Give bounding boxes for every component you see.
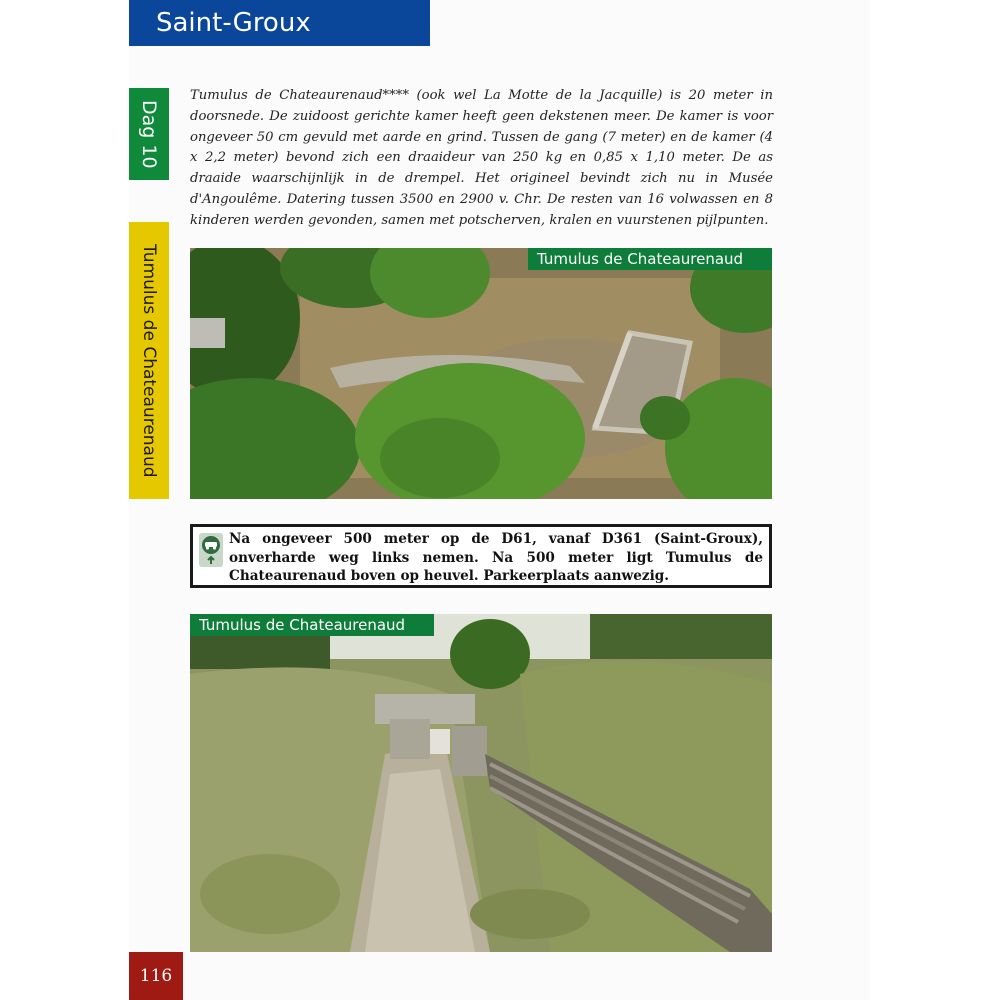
page-title: Saint-Groux (129, 0, 430, 46)
car-parking-route-icon (199, 533, 223, 567)
site-tab (129, 222, 169, 499)
ground-photo (190, 614, 772, 952)
day-tab-label: Dag 10 (138, 99, 160, 169)
route-box (190, 524, 772, 588)
intro-paragraph: Tumulus de Chateaurenaud**** (ook wel La Motte de la Jacquille) is 20 meter in doorsnede. De zuidoost gerichte kamer heeft geen dekstenen meer. De kamer is voor ongeveer 50 cm gevuld met aarde en grind. Tussen de gang (7 meter) en de kamer (4 x 2,2 meter) bevond zich een draaideur van 250 kg en 0,85 x 1,10 meter. De as draaide waarschijnlijk in de drempel. Het origineel bevindt zich nu in Musée d'Angoulême. Datering tussen 3500 en 2900 v. Chr. De resten van 16 volwassen en 8 kinderen werden gevonden, samen met potscherven, kralen en vuurstenen pijlpunten. (190, 88, 773, 228)
aerial-photo (190, 248, 772, 499)
aerial-photo-image (190, 248, 772, 499)
site-tab-label: Tumulus de Chateaurenaud (139, 243, 159, 478)
aerial-photo-caption: Tumulus de Chateaurenaud (528, 248, 772, 270)
page-number: 116 (129, 952, 183, 1000)
ground-photo-image (190, 614, 772, 952)
day-tab (129, 88, 169, 180)
ground-photo-caption: Tumulus de Chateaurenaud (190, 614, 434, 636)
route-text: Na ongeveer 500 meter op de D61, vanaf D361 (Saint-Groux), onverharde weg links nemen. Na 500 meter ligt Tumulus de Chateaurenaud boven op heuvel. Parkeerplaats aanwezig. (229, 531, 763, 584)
